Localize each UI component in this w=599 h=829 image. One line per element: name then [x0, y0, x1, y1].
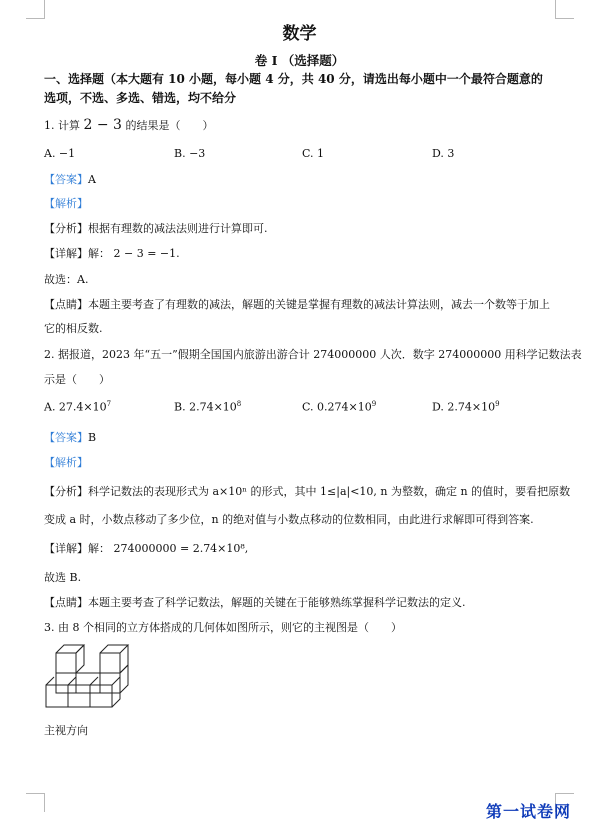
- q2-fenxi-tag: 【分析】: [44, 485, 88, 498]
- q2-option-d-label: D. 2.74×10: [432, 400, 496, 414]
- q1-choice: 故选：A.: [44, 273, 89, 286]
- q2-fenxi-text-1: 科学记数法的表现形式为 a×10ⁿ 的形式，其中 1≤|a|<10, n 为整数，确定 n 的值时，要看把原数: [88, 485, 571, 498]
- q2-option-a: [44, 400, 111, 414]
- q1-detail: [44, 246, 564, 261]
- q1-answer-tag: 【答案】: [44, 173, 88, 186]
- q2-option-a-exp: 7: [106, 400, 112, 408]
- q2-detail-text: 解： 274000000 = 2.74×10⁸,: [88, 542, 249, 555]
- crop-mark-bottom-left: [26, 793, 45, 812]
- q2-option-c-label: C. 0.274×10: [302, 400, 372, 414]
- cube-stack-figure: [44, 641, 154, 719]
- q1-analysis-tag: 【解析】: [44, 197, 88, 210]
- q1-detail-text: 解： 2 − 3 = −1.: [88, 247, 180, 260]
- q2-option-d-exp: 9: [495, 400, 500, 408]
- q2-fenxi-line-2: 变成 a 时，小数点移动了多少位，n 的绝对值与小数点移动的位数相同，由此进行求解即可得到答案.: [44, 513, 534, 526]
- crop-mark-top-right: [555, 0, 574, 19]
- q2-choice: 故选 B.: [44, 571, 82, 584]
- q1-option-b: B. −3: [174, 147, 206, 160]
- q1-answer: [44, 172, 564, 187]
- q1-comment-line-2: 它的相反数.: [44, 322, 103, 335]
- q1-fenxi: [44, 221, 564, 236]
- section-heading-line-2: 选项，不选、多选、错选，均不给分: [44, 91, 237, 105]
- q2-option-b-exp: 8: [236, 400, 242, 408]
- q2-detail-tag: 【详解】: [44, 542, 88, 555]
- watermark-logo: 第一试卷网: [486, 802, 572, 821]
- q1-detail-tag: 【详解】: [44, 247, 88, 260]
- q2-stem-line-1: 2. 据报道，2023 年“五一”假期全国国内旅游出游合计 274000000 人次．数字 274000000 用科学记数法表: [44, 348, 582, 361]
- q1-stem: [44, 118, 564, 133]
- q2-answer-value: B: [88, 431, 97, 444]
- q3-stem: 3. 由 8 个相同的立方体搭成的几何体如图所示，则它的主视图是（ ）: [44, 621, 402, 634]
- q1-option-c: C. 1: [302, 147, 325, 160]
- q2-comment: [44, 595, 564, 610]
- page-subtitle: 卷 I （选择题）: [254, 53, 345, 68]
- q2-answer: [44, 430, 564, 445]
- q1-fenxi-text: 根据有理数的减法法则进行计算即可.: [88, 222, 268, 235]
- q1-answer-value: A: [88, 173, 96, 186]
- q2-option-b: [174, 400, 241, 414]
- q2-option-b-label: B. 2.74×10: [174, 400, 237, 414]
- q2-option-c: [302, 400, 376, 414]
- page-title: 数学: [282, 24, 317, 44]
- q1-comment-line-1: [44, 297, 564, 312]
- q1-fenxi-tag: 【分析】: [44, 222, 88, 235]
- q1-expression: 2 − 3: [83, 117, 122, 133]
- q1-comment-text-1: 本题主要考查了有理数的减法，解题的关键是掌握有理数的减法计算法则，减去一个数等于加上: [88, 298, 550, 311]
- q2-option-d: [432, 400, 500, 414]
- q2-detail: [44, 541, 564, 556]
- q2-fenxi-line-1: [44, 484, 571, 499]
- q1-stem-suffix: 的结果是（ ）: [125, 119, 214, 132]
- q2-stem-line-2: 示是（ ）: [44, 373, 110, 386]
- q1-option-a: A. −1: [44, 147, 76, 160]
- q2-comment-text: 本题主要考查了科学记数法，解题的关键在于能够熟练掌握科学记数法的定义.: [88, 596, 466, 609]
- q1-option-d: D. 3: [432, 147, 455, 160]
- q2-comment-tag: 【点睛】: [44, 596, 88, 609]
- q2-analysis-tag: 【解析】: [44, 456, 88, 469]
- crop-mark-top-left: [26, 0, 45, 19]
- q2-answer-tag: 【答案】: [44, 431, 88, 444]
- q2-option-c-exp: 9: [371, 400, 377, 408]
- section-heading-line-1: 一、选择题（本大题有 10 小题，每小题 4 分，共 40 分，请选出每小题中一个最符合题意的: [44, 72, 543, 86]
- q2-option-a-label: A. 27.4×10: [44, 400, 107, 414]
- figure-caption: 主视方向: [44, 724, 88, 737]
- q1-stem-prefix: 1. 计算: [44, 119, 80, 132]
- q1-comment-tag: 【点睛】: [44, 298, 88, 311]
